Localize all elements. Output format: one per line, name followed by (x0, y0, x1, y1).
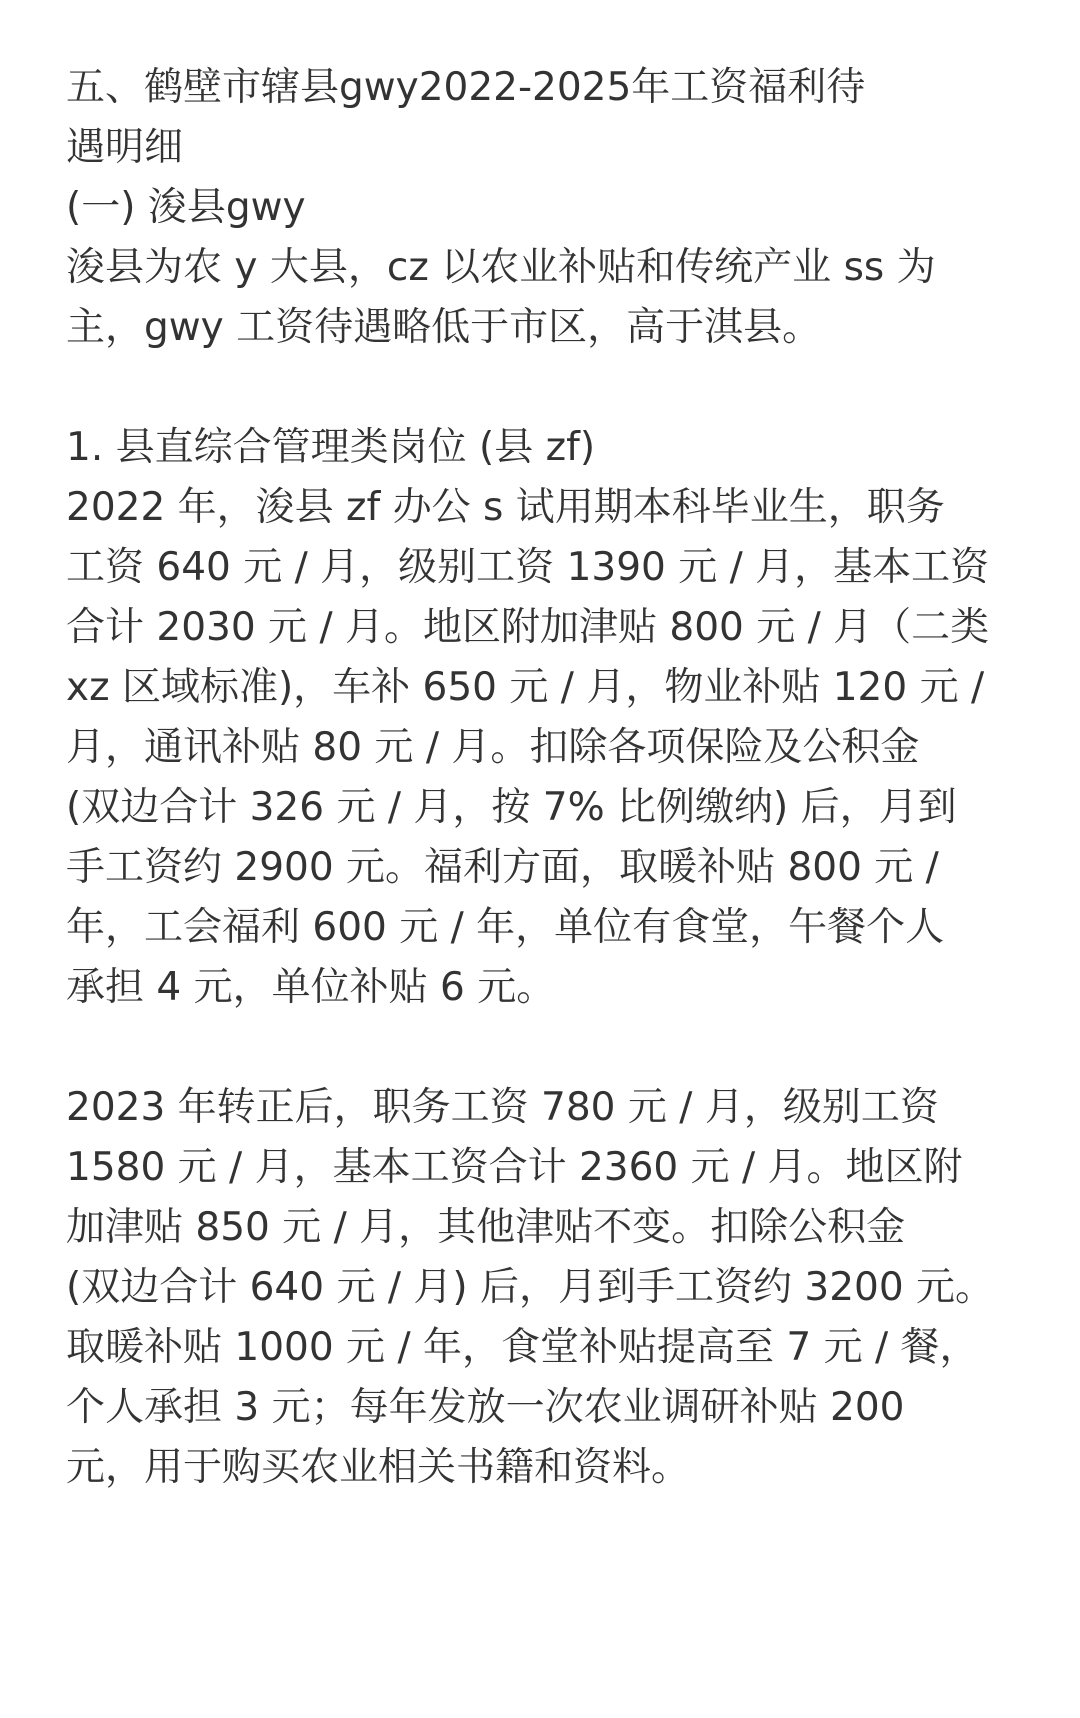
para-2023-line-5: 取暖补贴 1000 元 / 年，食堂补贴提高至 7 元 / 餐， (66, 1325, 979, 1370)
document-body (66, 58, 1026, 1498)
para-2022-line-4: xz 区域标准)，车补 650 元 / 月，物业补贴 120 元 / (66, 665, 985, 710)
para-2022-line-3: 合计 2030 元 / 月。地区附加津贴 800 元 / 月（二类 (66, 605, 990, 650)
para-2023-line-2: 1580 元 / 月，基本工资合计 2360 元 / 月。地区附 (66, 1145, 963, 1190)
section-title: 1. 县直综合管理类岗位 (县 zf) (66, 425, 596, 470)
para-2023-line-7: 元，用于购买农业相关书籍和资料。 (66, 1445, 691, 1490)
paragraph-gap (66, 1018, 1026, 1078)
paragraph-gap (66, 358, 1026, 418)
para-2022-line-7: 手工资约 2900 元。福利方面，取暖补贴 800 元 / (66, 845, 939, 890)
para-2022-line-5: 月，通讯补贴 80 元 / 月。扣除各项保险及公积金 (66, 725, 920, 770)
para-2022-line-8: 年，工会福利 600 元 / 年，单位有食堂，午餐个人 (66, 905, 945, 950)
para-2022-line-6: (双边合计 326 元 / 月，按 7% 比例缴纳) 后，月到 (66, 785, 957, 830)
heading-line-1: 五、鹤壁市辖县gwy2022-2025年工资福利待 (66, 65, 866, 110)
para-2023-line-3: 加津贴 850 元 / 月，其他津贴不变。扣除公积金 (66, 1205, 906, 1250)
intro-line-1: 浚县为农 y 大县，cz 以农业补贴和传统产业 ss 为 (66, 245, 936, 290)
intro-line-2: 主，gwy 工资待遇略低于市区，高于淇县。 (66, 305, 822, 350)
para-2022-line-9: 承担 4 元，单位补贴 6 元。 (66, 965, 556, 1010)
heading-line-2: 遇明细 (66, 125, 184, 170)
para-2022-line-2: 工资 640 元 / 月，级别工资 1390 元 / 月，基本工资 (66, 545, 990, 590)
para-2023-line-1: 2023 年转正后，职务工资 780 元 / 月，级别工资 (66, 1085, 939, 1130)
para-2023-line-4: (双边合计 640 元 / 月) 后，月到手工资约 3200 元。 (66, 1265, 995, 1310)
para-2023-line-6: 个人承担 3 元；每年发放一次农业调研补贴 200 (66, 1385, 905, 1430)
para-2022-line-1: 2022 年，浚县 zf 办公 s 试用期本科毕业生，职务 (66, 485, 945, 530)
subheading: (一) 浚县gwy (66, 185, 306, 230)
